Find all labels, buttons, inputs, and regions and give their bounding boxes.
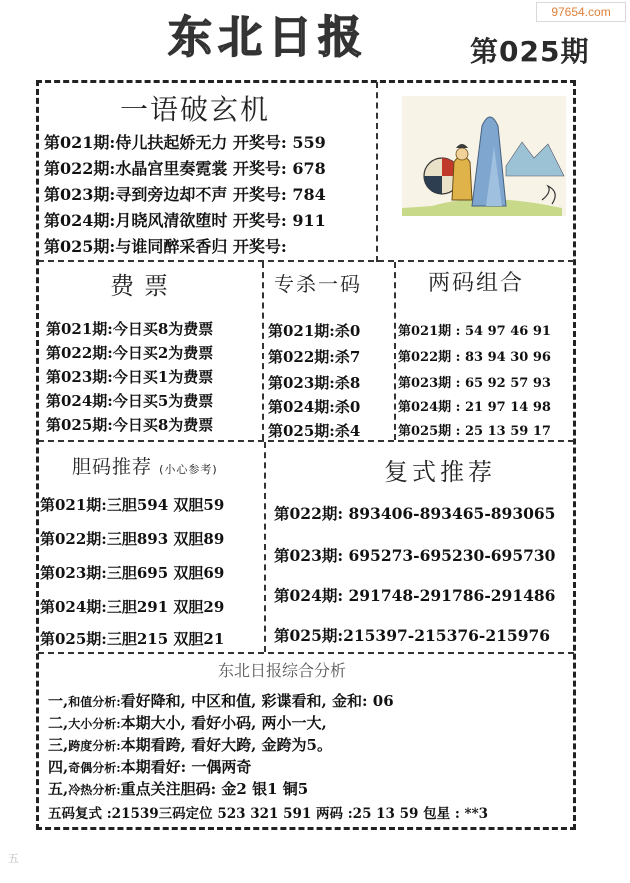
dan-code-title: [72, 452, 218, 479]
analysis-row: [48, 778, 308, 799]
analysis-label: 大小分析:: [68, 717, 121, 731]
fushi-title: 复式推荐: [384, 458, 496, 486]
kill-code-row: 第022期:杀7: [268, 348, 361, 366]
pair-code-row: 第025期 : 25 13 59 17: [398, 424, 551, 439]
dan-code-row: 第024期:三胆291 双胆29: [40, 598, 225, 616]
analysis-num: 五,: [48, 780, 69, 798]
riddle-row: [44, 234, 287, 257]
riddle-row-label: 第022期:: [44, 159, 116, 178]
divider: [264, 442, 266, 652]
kill-code-row: 第021期:杀0: [268, 322, 361, 340]
riddle-title: 一语破玄机: [120, 93, 271, 126]
riddle-row-label: 第024期:: [44, 211, 116, 230]
analysis-num: 四,: [48, 758, 69, 776]
riddle-row-text: 水晶宫里奏霓裳 开奖号: 678: [115, 159, 326, 178]
analysis-title: 东北日报综合分析: [218, 661, 347, 680]
issue-number: 第025期: [470, 35, 590, 68]
analysis-text: 看好降和, 中区和值, 彩谍看和, 金和: 06: [120, 692, 394, 710]
analysis-num: 一,: [48, 692, 69, 710]
riddle-row-label: 第023期:: [44, 185, 116, 204]
divider: [38, 652, 574, 654]
riddle-row-text: 与谁同醉采香归 开奖号:: [115, 237, 287, 256]
free-ticket-row: 第024期:今日买5为费票: [46, 392, 214, 410]
analysis-label: 和值分析:: [68, 695, 121, 709]
dan-code-title-text: 胆码推荐: [72, 456, 153, 478]
kill-code-title: 专杀一码: [274, 272, 362, 296]
pair-code-title: 两码组合: [428, 271, 525, 296]
riddle-row-text: 侍儿扶起娇无力 开奖号: 559: [115, 133, 326, 152]
fushi-row: 第023期: 695273-695230-695730: [274, 546, 556, 565]
riddle-row: [44, 130, 326, 153]
riddle-row-label: 第025期:: [44, 237, 116, 256]
riddle-row-text: 月晓风清欲堕时 开奖号: 911: [115, 211, 326, 230]
free-ticket-row: 第025期:今日买8为费票: [46, 416, 214, 434]
analysis-text: 本期大小, 看好小码, 两小一大,: [120, 714, 327, 732]
riddle-row: [44, 182, 326, 205]
analysis-num: 三,: [48, 736, 69, 754]
illustration-image: [402, 96, 566, 216]
analysis-text: 重点关注胆码: 金2 银1 铜5: [120, 780, 309, 798]
analysis-label: 冷热分析:: [68, 783, 121, 797]
free-ticket-row: 第021期:今日买8为费票: [46, 320, 214, 338]
free-ticket-row: 第023期:今日买1为费票: [46, 368, 214, 386]
kill-code-row: 第025期:杀4: [268, 422, 361, 440]
analysis-row: [48, 712, 327, 733]
dan-code-row: 第023期:三胆695 双胆69: [40, 564, 225, 582]
kill-code-row: 第023期:杀8: [268, 374, 361, 392]
kill-code-row: 第024期:杀0: [268, 398, 361, 416]
fushi-row: 第022期: 893406-893465-893065: [274, 504, 556, 523]
free-ticket-row: 第022期:今日买2为费票: [46, 344, 214, 362]
analysis-num: 二,: [48, 714, 69, 732]
dan-code-row: 第021期:三胆594 双胆59: [40, 496, 225, 514]
corner-mark: 五: [8, 853, 19, 865]
pair-code-row: 第021期 : 54 97 46 91: [398, 324, 551, 339]
analysis-row: [48, 734, 332, 755]
summary-line: 五码复式 :21539三码定位 523 321 591 两码 :25 13 59 包星 : **3: [48, 806, 489, 822]
divider: [262, 262, 264, 440]
masthead-title: 东北日报: [168, 12, 368, 63]
dan-code-row: 第022期:三胆893 双胆89: [40, 530, 225, 548]
dan-code-row: 第025期:三胆215 双胆21: [40, 630, 225, 648]
analysis-label: 跨度分析:: [68, 739, 121, 753]
site-watermark: 97654.com: [536, 2, 626, 22]
analysis-row: [48, 690, 394, 711]
riddle-row: [44, 156, 326, 179]
fushi-row: 第024期: 291748-291786-291486: [274, 586, 556, 605]
fushi-row: 第025期:215397-215376-215976: [274, 626, 551, 645]
analysis-row: [48, 756, 251, 777]
dan-code-note: (小心参考): [159, 463, 218, 476]
divider: [394, 262, 396, 440]
pair-code-row: 第023期 : 65 92 57 93: [398, 376, 551, 391]
pair-code-row: 第024期 : 21 97 14 98: [398, 400, 551, 415]
divider: [38, 260, 574, 262]
analysis-text: 本期看好: 一偶两奇: [120, 758, 252, 776]
pair-code-row: 第022期 : 83 94 30 96: [398, 350, 551, 365]
free-ticket-title: 费票: [110, 272, 178, 300]
riddle-row-label: 第021期:: [44, 133, 116, 152]
riddle-row-text: 寻到旁边却不声 开奖号: 784: [115, 185, 326, 204]
riddle-row: [44, 208, 326, 231]
analysis-label: 奇偶分析:: [68, 761, 121, 775]
analysis-text: 本期看跨, 看好大跨, 金跨为5。: [120, 736, 332, 754]
divider: [376, 82, 378, 262]
